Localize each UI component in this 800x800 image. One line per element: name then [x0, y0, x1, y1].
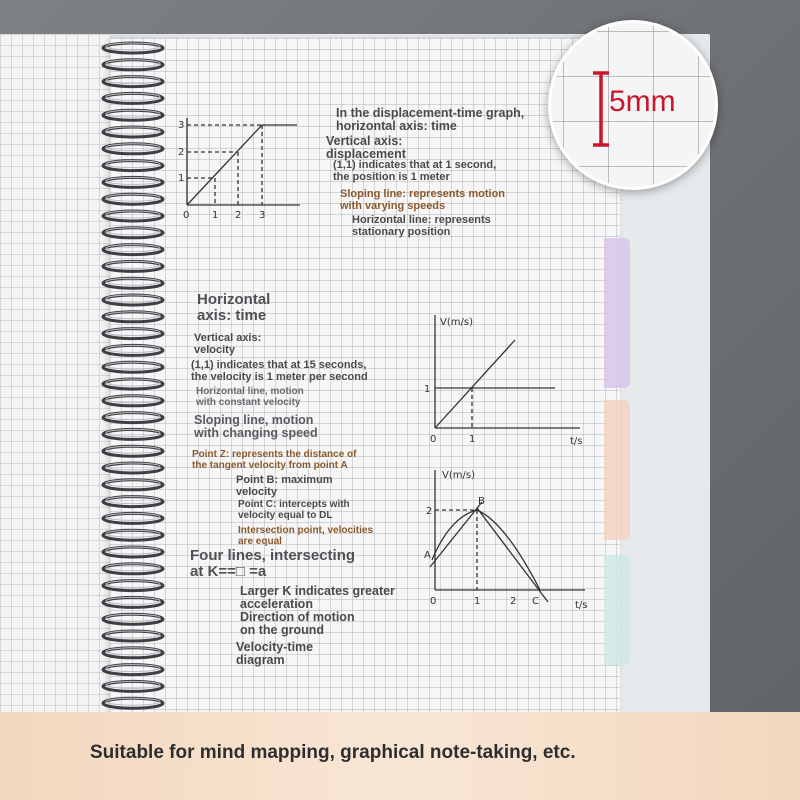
g3-xtick-1: 1 — [474, 596, 481, 607]
note-vt-point: (1,1) indicates that at 15 seconds, the velocity is 1 meter per second — [191, 359, 368, 383]
displacement-time-graph — [175, 110, 305, 235]
g3-xlabel: t/s — [575, 600, 588, 611]
g2-origin: 0 — [430, 434, 437, 445]
note-vt-pointb: Point B: maximum velocity — [236, 474, 333, 498]
note-dt-vertical: Vertical axis: displacement — [326, 134, 406, 162]
g3-point-c: C — [532, 596, 539, 607]
g3-point-b: B — [478, 496, 485, 507]
note-vt-sloping: Sloping line, motion with changing speed — [194, 413, 318, 441]
divider-tab-mint — [604, 555, 630, 665]
g1-ytick-3: 3 — [178, 120, 185, 131]
g2-xlabel: t/s — [570, 436, 583, 447]
g1-xtick-0: 0 — [183, 210, 190, 221]
grid-size-label: 5mm — [609, 85, 676, 118]
left-page — [0, 34, 110, 734]
note-vt-direction: Direction of motion on the ground — [240, 610, 355, 638]
note-vt-diagram: Velocity-time diagram — [236, 640, 314, 668]
g2-xtick: 1 — [469, 434, 476, 445]
divider-tab-peach — [604, 400, 630, 540]
g3-ylabel: V(m/s) — [442, 470, 475, 481]
note-vt-pointc: Point C: intercepts with velocity equal to DL — [238, 499, 350, 521]
g1-ytick-2: 2 — [178, 147, 185, 158]
g1-ytick-1: 1 — [178, 173, 185, 184]
divider-tab-purple — [604, 238, 630, 388]
note-dt-point: (1,1) indicates that at 1 second, the position is 1 meter — [333, 159, 497, 183]
note-dt-sloping: Sloping line: represents motion with varying speeds — [340, 188, 506, 212]
caption-text: Suitable for mind mapping, graphical note-taking, etc. — [90, 742, 576, 763]
note-dt-horizontal: Horizontal line: represents stationary position — [352, 214, 491, 238]
velocity-time-graph-constant — [420, 310, 600, 450]
spiral-binding — [95, 40, 185, 720]
note-vt-title: Horizontal axis: time — [197, 291, 271, 324]
note-vt-intersection: Intersection point, velocities are equal — [238, 525, 374, 547]
note-vt-horizontal: Horizontal line, motion with constant velocity — [196, 386, 304, 408]
velocity-time-graph-curve — [420, 462, 600, 617]
g1-xtick-1: 1 — [212, 210, 219, 221]
note-vt-four: Four lines, intersecting at K==□ =a — [190, 547, 356, 580]
g1-xtick-3: 3 — [259, 210, 266, 221]
measure-bracket-icon — [591, 71, 611, 151]
g3-point-a: A — [424, 550, 431, 561]
note-vt-vertical: Vertical axis: velocity — [194, 332, 262, 356]
g3-xtick-2: 2 — [510, 596, 517, 607]
g2-ytick: 1 — [424, 384, 431, 395]
grid-size-magnifier — [548, 20, 718, 190]
note-dt-title: In the displacement-time graph, horizontal axis: time — [336, 106, 525, 134]
g3-ytick: 2 — [426, 506, 433, 517]
g1-xtick-2: 2 — [235, 210, 242, 221]
note-vt-larger: Larger K indicates greater acceleration — [240, 584, 395, 612]
g2-ylabel: V(m/s) — [440, 317, 473, 328]
g3-origin: 0 — [430, 596, 437, 607]
note-vt-pointz: Point Z: represents the distance of the tangent velocity from point A — [192, 449, 357, 471]
